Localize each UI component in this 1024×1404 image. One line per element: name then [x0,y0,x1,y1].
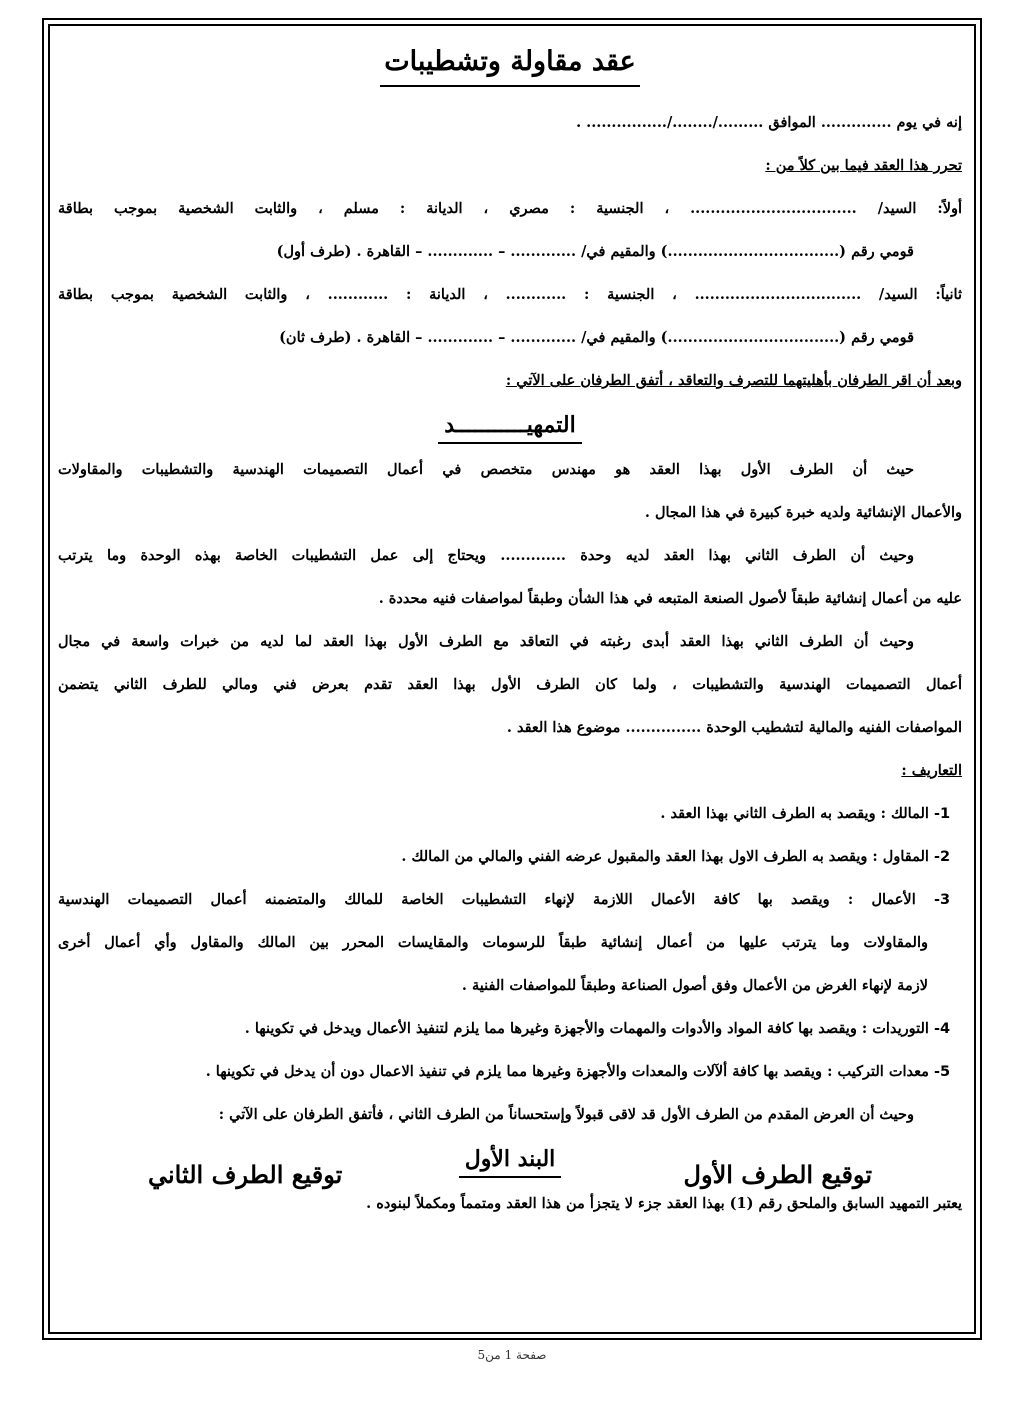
party1-line2: قومي رقم (..................................) والمقيم في/ ............. – ............. – القاهرة . (طرف أول) [276,243,914,260]
definition-item: -4 التوريدات : ويقصد بها كافة المواد والأدوات والمهمات والأجهزة وغيرها مما يلزم لتنفيذ الأعمال ويدخل في تكوينها . [244,1020,951,1037]
date-line: إنه في يوم .............. الموافق ........./......../................ . [576,114,962,131]
preamble-line: والأعمال الإنشائية ولديه خبرة كبيرة في هذا المجال . [644,504,962,521]
agreement-line: وبعد أن اقر الطرفان بأهليتهما للتصرف والتعاقد ، أتفق الطرفان على الآتي : [505,372,962,389]
party2-line2: قومي رقم (..................................) والمقيم في/ ............. – ............. – القاهرة . (طرف ثان) [279,329,914,346]
signature-first-party: توقيع الطرف الأول [683,1160,872,1189]
clause1-heading: البند الأول [58,1136,962,1182]
definition-item-continued: والمقاولات وما يترتب عليها من أعمال إنشائية طبقاً للرسومات والمقايسات المحرر بين المالك والمقاول وأي أعمال أخرى [58,934,928,951]
parties-intro: تحرر هذا العقد فيما بين كلاً من : [765,157,962,174]
offer-line: وحيث أن العرض المقدم من الطرف الأول قد لاقى قبولاً وإستحساناً من الطرف الثاني ، فأتفق الطرفان على الآتي : [218,1106,914,1123]
preamble-line: أعمال التصميمات الهندسية والتشطيبات ، ولما كان الطرف الأول بهذا العقد تقدم بعرض فني ومالي للطرف الثاني يتضمن [58,676,962,693]
preamble-line: وحيث أن الطرف الثاني بهذا العقد لديه وحدة ............. ويحتاج إلى عمل التشطيبات الخاصة بهذه الوحدة وما يترتب [58,547,914,564]
definition-item: -2 المقاول : ويقصد به الطرف الاول بهذا العقد والمقبول عرضه الفني والمالي من المالك . [401,848,951,865]
contract-body [58,30,962,1225]
preamble-line: وحيث أن الطرف الثاني بهذا العقد أبدى رغبته في التعاقد مع الطرف الأول بهذا العقد لما لديه من خبرات واسعة في مجال [58,633,914,650]
clause1-text: يعتبر التمهيد السابق والملحق رقم (1) بهذا العقد جزء لا يتجزأ من هذا العقد ومتمماً ومكملاً لبنوده . [366,1195,962,1212]
preamble-line: عليه من أعمال إنشائية طبقاً لأصول الصنعة المتبعه في هذا الشأن وطبقاً لمواصفات فنيه محددة . [378,590,962,607]
signature-row [58,1160,962,1210]
page-number-footer: صفحة 1 من5 [477,1348,547,1362]
definition-item: -5 معدات التركيب : ويقصد بها كافة ألآلات والمعدات والأجهزة وغيرها مما يلزم في تنفيذ الاعمال دون أن يدخل في تكوينها . [205,1063,951,1080]
party1-line1: أولاً: السيد/ ................................. ، الجنسية : مصري ، الديانة : مسلم ، والثابت الشخصية بموجب بطاقة [58,200,962,217]
definitions-heading: التعاريف : [901,762,962,779]
preamble-line: المواصفات الفنيه والمالية لتشطيب الوحدة ............... موضوع هذا العقد . [506,719,962,736]
signature-second-party: توقيع الطرف الثاني [148,1160,343,1189]
document-title: عقد مقاولة وتشطيبات [58,46,962,87]
preamble-line: حيث أن الطرف الأول بهذا العقد هو مهندس متخصص في أعمال التصميمات الهندسية والتشطيبات والمقاولات [58,461,914,478]
party2-line1: ثانياً: السيد/ ................................. ، الجنسية : ............ ، الديانة : ............ ، والثابت الشخصية بموجب بطاقة [58,286,962,303]
definition-item: -3 الأعمال : ويقصد بها كافة الأعمال اللازمة لإنهاء التشطيبات الخاصة للمالك والمتضمنه أعمال التصميمات الهندسية [58,891,951,908]
definition-item-continued: لازمة لإنهاء الغرض من الأعمال وفق أصول الصناعة وطبقاً للمواصفات الفنية . [461,977,928,994]
preamble-heading: التمهيـــــــــــد [58,402,962,448]
definition-item: -1 المالك : ويقصد به الطرف الثاني بهذا العقد . [660,805,951,822]
